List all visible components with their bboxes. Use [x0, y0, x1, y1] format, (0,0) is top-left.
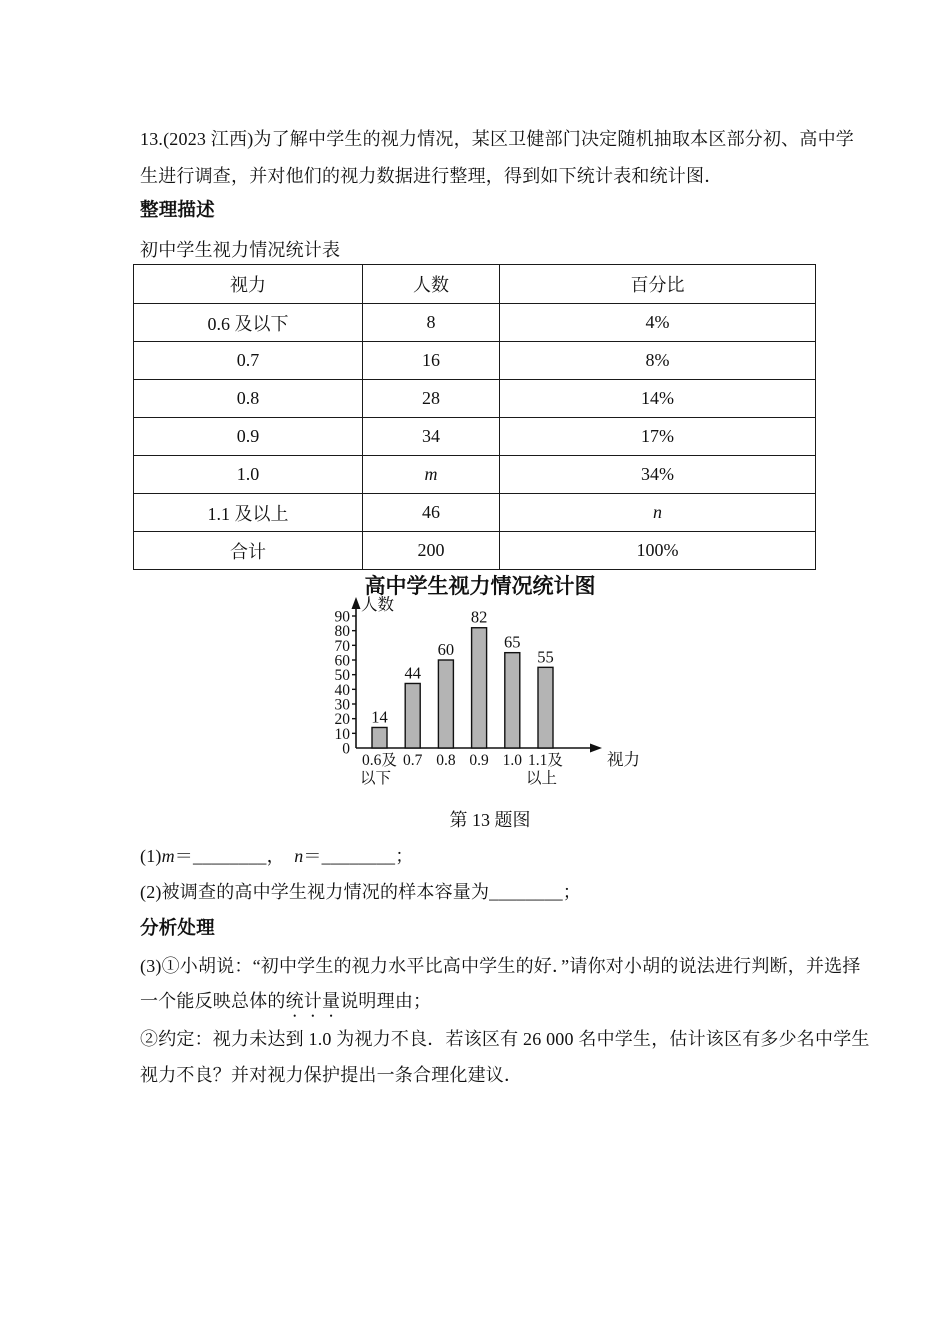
bar: [538, 667, 553, 748]
table-row: [134, 456, 816, 494]
table-cell: 34%: [500, 456, 816, 494]
bar: [372, 727, 387, 748]
q1-equals-1: ＝: [174, 846, 193, 866]
y-tick-label: 0: [342, 740, 350, 758]
section-heading-analyze: 分析处理: [140, 918, 215, 939]
q3-line2-emphasized: 统计量: [285, 991, 341, 1011]
table-cell: 1.0: [134, 456, 363, 494]
table-row: [134, 418, 816, 456]
bar-value-label: 82: [470, 607, 488, 627]
y-tick-label: 40: [334, 681, 350, 699]
table-row: [134, 494, 816, 532]
bar: [472, 628, 487, 748]
table-cell: 100%: [500, 532, 816, 570]
x-tick-label: 0.6及: [362, 752, 397, 769]
table-cell: m: [363, 456, 500, 494]
bar-value-label: 44: [404, 663, 421, 683]
x-axis-arrow-icon: [590, 744, 602, 753]
table-cell: 34: [363, 418, 500, 456]
section-heading-organize: 整理描述: [140, 200, 215, 221]
bar-value-label: 55: [537, 647, 554, 667]
table-cell: 8%: [500, 342, 816, 380]
bar: [405, 683, 420, 748]
table-header-row: [134, 265, 816, 304]
q1-comma: ，: [266, 846, 295, 866]
table-cell: 0.6 及以下: [134, 304, 363, 342]
table-cell: n: [500, 494, 816, 532]
table-cell: 8: [363, 304, 500, 342]
q1-end: ；: [395, 846, 414, 866]
table-cell: 16: [363, 342, 500, 380]
x-tick-label: 0.7: [403, 752, 423, 769]
question-2: (2)被调查的高中学生视力情况的样本容量为________；: [140, 882, 581, 902]
table-cell: 28: [363, 380, 500, 418]
q1-prefix: (1): [140, 846, 162, 866]
table-row: [134, 304, 816, 342]
x-tick-label: 1.1及: [528, 752, 563, 769]
y-axis-title: 人数: [361, 595, 394, 614]
table-body: [134, 304, 816, 570]
table-header-percent: 百分比: [500, 265, 816, 304]
q3-line2-pre: 一个能反映总体的: [140, 991, 286, 1011]
table-header-count: 人数: [363, 265, 500, 304]
q3-line2-post: 说明理由；: [340, 991, 432, 1011]
y-tick-label: 90: [334, 608, 350, 626]
x-tick-label: 1.0: [502, 752, 522, 769]
table-cell: 14%: [500, 380, 816, 418]
x-tick-label: 0.8: [436, 752, 456, 769]
question-3-line-3: ②约定：视力未达到 1.0 为视力不良．若该区有 26 000 名中学生，估计该区有多少名中学生: [140, 1029, 870, 1049]
q1-variable-m: m: [161, 846, 175, 866]
table-row: [134, 532, 816, 570]
bar-value-label: 14: [371, 707, 388, 727]
y-tick-label: 70: [334, 637, 350, 655]
y-axis-arrow-icon: [352, 597, 361, 609]
table-cell: 46: [363, 494, 500, 532]
y-tick-label: 30: [334, 696, 350, 714]
y-tick-label: 20: [334, 711, 350, 729]
question-3-line-4: 视力不良？并对视力保护提出一条合理化建议．: [140, 1065, 523, 1085]
problem-statement-line-2: 生进行调查，并对他们的视力数据进行整理，得到如下统计表和统计图．: [140, 166, 723, 186]
y-tick-label: 60: [334, 652, 350, 670]
figure-caption: 第 13 题图: [449, 810, 531, 830]
x-tick-label-line2: 以下: [359, 770, 392, 787]
bar-value-label: 65: [504, 632, 521, 652]
vision-bar-chart: [334, 595, 658, 796]
table-header-vision: 视力: [134, 265, 363, 304]
table-row: [134, 380, 816, 418]
table-cell: 1.1 及以上: [134, 494, 363, 532]
bar: [438, 660, 453, 748]
table-cell: 0.7: [134, 342, 363, 380]
y-tick-label: 10: [334, 725, 350, 743]
y-tick-label: 80: [334, 623, 350, 641]
q1-equals-2: ＝: [303, 846, 322, 866]
table-cell: 0.9: [134, 418, 363, 456]
table-row: [134, 342, 816, 380]
vision-statistics-table: [133, 264, 816, 570]
table-title: 初中学生视力情况统计表: [140, 240, 341, 261]
chart-title: 高中学生视力情况统计图: [364, 574, 596, 598]
q1-variable-n: n: [294, 846, 304, 866]
bar: [505, 653, 520, 748]
q1-blank-n[interactable]: ________: [321, 846, 396, 866]
x-tick-label: 0.9: [469, 752, 489, 769]
table-cell: 17%: [500, 418, 816, 456]
x-axis-title: 视力: [607, 750, 640, 769]
y-tick-label: 50: [334, 667, 350, 685]
q1-blank-m[interactable]: ________: [193, 846, 267, 866]
table-cell: 合计: [134, 532, 363, 570]
question-3-line-2: [140, 988, 840, 1021]
question-1: [140, 843, 840, 869]
table-cell: 4%: [500, 304, 816, 342]
bar-value-label: 60: [437, 640, 455, 659]
x-tick-label-line2: 以上: [525, 770, 558, 787]
question-3-line-1: (3)①小胡说：“初中学生的视力水平比高中学生的好．”请你对小胡的说法进行判断，并选择: [140, 956, 861, 976]
table-cell: 0.8: [134, 380, 363, 418]
problem-statement-line-1: 13.(2023 江西)为了解中学生的视力情况，某区卫健部门决定随机抽取本区部分初、高中学: [140, 129, 854, 149]
table-cell: 200: [363, 532, 500, 570]
